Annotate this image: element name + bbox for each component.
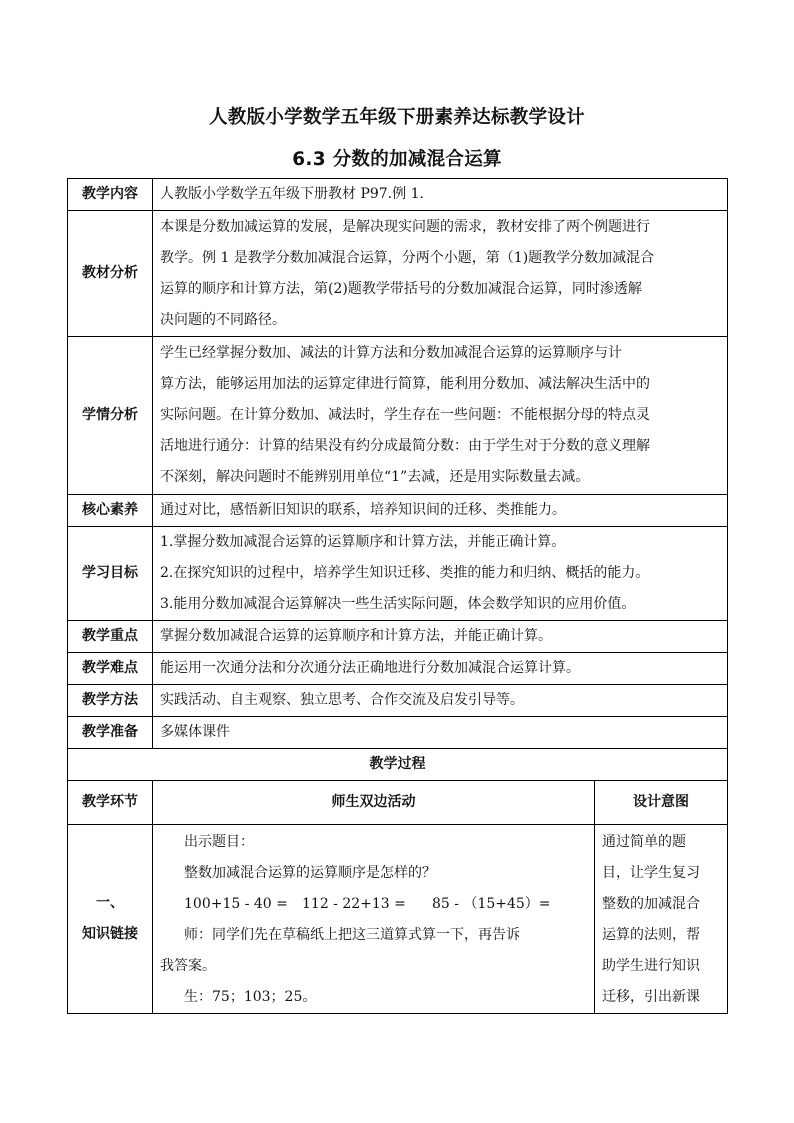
row-process-headers (68, 781, 728, 825)
students-line: 学生已经掌握分数加、减法的计算方法和分数加减混合运算的运算顺序与计 (160, 345, 622, 361)
intent-line: 整数的加减混合 (602, 896, 700, 912)
analysis-line: 运算的顺序和计算方法，第(2)题教学带括号的分数加减混合运算，同时渗透解 (160, 280, 642, 297)
value-analysis (153, 211, 728, 337)
value-prep: 多媒体课件 (153, 717, 728, 749)
intent-line: 通过简单的题 (602, 834, 686, 850)
header-intent: 设计意图 (595, 781, 728, 825)
label-difficulty: 教学难点 (68, 653, 153, 685)
intent-line: 迁移，引出新课 (602, 989, 700, 1005)
row-students (68, 337, 728, 495)
header-stage: 教学环节 (68, 781, 153, 825)
row-focus (68, 621, 728, 653)
analysis-line: 本课是分数加减运算的发展，是解决现实问题的需求，教材安排了两个例题进行 (160, 218, 650, 235)
teacher-line: 师：同学们先在草稿纸上把这三道算式算一下，再告诉 (184, 927, 520, 943)
expression-3: 85 - （15+45）= (432, 896, 551, 912)
row-difficulty (68, 653, 728, 685)
value-core: 通过对比，感悟新旧知识的联系，培养知识间的迁移、类推能力。 (153, 495, 728, 527)
row-prep (68, 717, 728, 749)
row-stage-1 (68, 825, 728, 1014)
header-activity: 师生双边活动 (153, 781, 595, 825)
students-line: 算方法，能够运用加法的运算定律进行简算，能利用分数加、减法解决生活中的 (160, 376, 650, 392)
intent-line: 助学生进行知识 (602, 958, 700, 974)
label-method: 教学方法 (68, 685, 153, 717)
intent-line: 目，让学生复习 (602, 865, 700, 881)
value-content: 人教版小学数学五年级下册教材 P97.例 1. (153, 179, 728, 211)
analysis-line: 决问题的不同路径。 (160, 311, 286, 328)
label-content: 教学内容 (68, 179, 153, 211)
value-difficulty: 能运用一次通分法和分次通分法正确地进行分数加减混合运算计算。 (153, 653, 728, 685)
value-students (153, 337, 728, 495)
value-focus: 掌握分数加减混合运算的运算顺序和计算方法，并能正确计算。 (153, 621, 728, 653)
row-process-title (68, 749, 728, 781)
expression-2: 112 - 22+13 = (302, 896, 406, 912)
label-students: 学情分析 (68, 337, 153, 495)
document-title: 人教版小学数学五年级下册素养达标教学设计 (208, 107, 585, 128)
teacher-line: 我答案。 (160, 958, 216, 974)
students-line: 不深刻，解决问题时不能辨别用单位“1”去减，还是用实际数量去减。 (160, 469, 590, 485)
stage-1-intent (595, 825, 728, 1014)
question-text: 整数加减混合运算的运算顺序是怎样的？ (184, 865, 436, 881)
row-method (68, 685, 728, 717)
label-core: 核心素养 (68, 495, 153, 527)
value-goals (153, 527, 728, 621)
analysis-line: 教学。例 1 是教学分数加减混合运算，分两个小题，第（1)题教学分数加减混合 (160, 249, 655, 266)
stage-1-number: 一、 (96, 895, 124, 911)
students-line: 活地进行通分：计算的结果没有约分成最简分数：由于学生对于分数的意义理解 (160, 438, 650, 454)
label-prep: 教学准备 (68, 717, 153, 749)
row-content (68, 179, 728, 211)
students-line: 实际问题。在计算分数加、减法时，学生存在一些问题：不能根据分母的特点灵 (160, 407, 650, 423)
label-focus: 教学重点 (68, 621, 153, 653)
goal-item: 1.掌握分数加减混合运算的运算顺序和计算方法，并能正确计算。 (160, 534, 566, 550)
expression-list (160, 889, 587, 920)
value-method: 实践活动、自主观察、独立思考、合作交流及启发引导等。 (153, 685, 728, 717)
row-analysis (68, 211, 728, 337)
lesson-plan-table (67, 178, 728, 1014)
prompt-text: 出示题目： (184, 834, 254, 850)
row-core (68, 495, 728, 527)
process-title: 教学过程 (68, 749, 728, 781)
label-goals: 学习目标 (68, 527, 153, 621)
stage-1-activity (153, 825, 595, 1014)
goal-item: 2.在探究知识的过程中，培养学生知识迁移、类推的能力和归纳、概括的能力。 (160, 565, 650, 581)
student-answer: 生：75；103；25。 (184, 989, 317, 1005)
stage-1-label (68, 825, 153, 1014)
row-goals (68, 527, 728, 621)
expression-1: 100+15 - 40 = (184, 896, 288, 912)
intent-line: 运算的法则，帮 (602, 927, 700, 943)
goal-item: 3.能用分数加减混合运算解决一些生活实际问题，体会数学知识的应用价值。 (160, 596, 636, 612)
lesson-title: 6.3 分数的加减混合运算 (292, 149, 502, 170)
label-analysis: 教材分析 (68, 211, 153, 337)
stage-1-name: 知识链接 (82, 926, 138, 942)
